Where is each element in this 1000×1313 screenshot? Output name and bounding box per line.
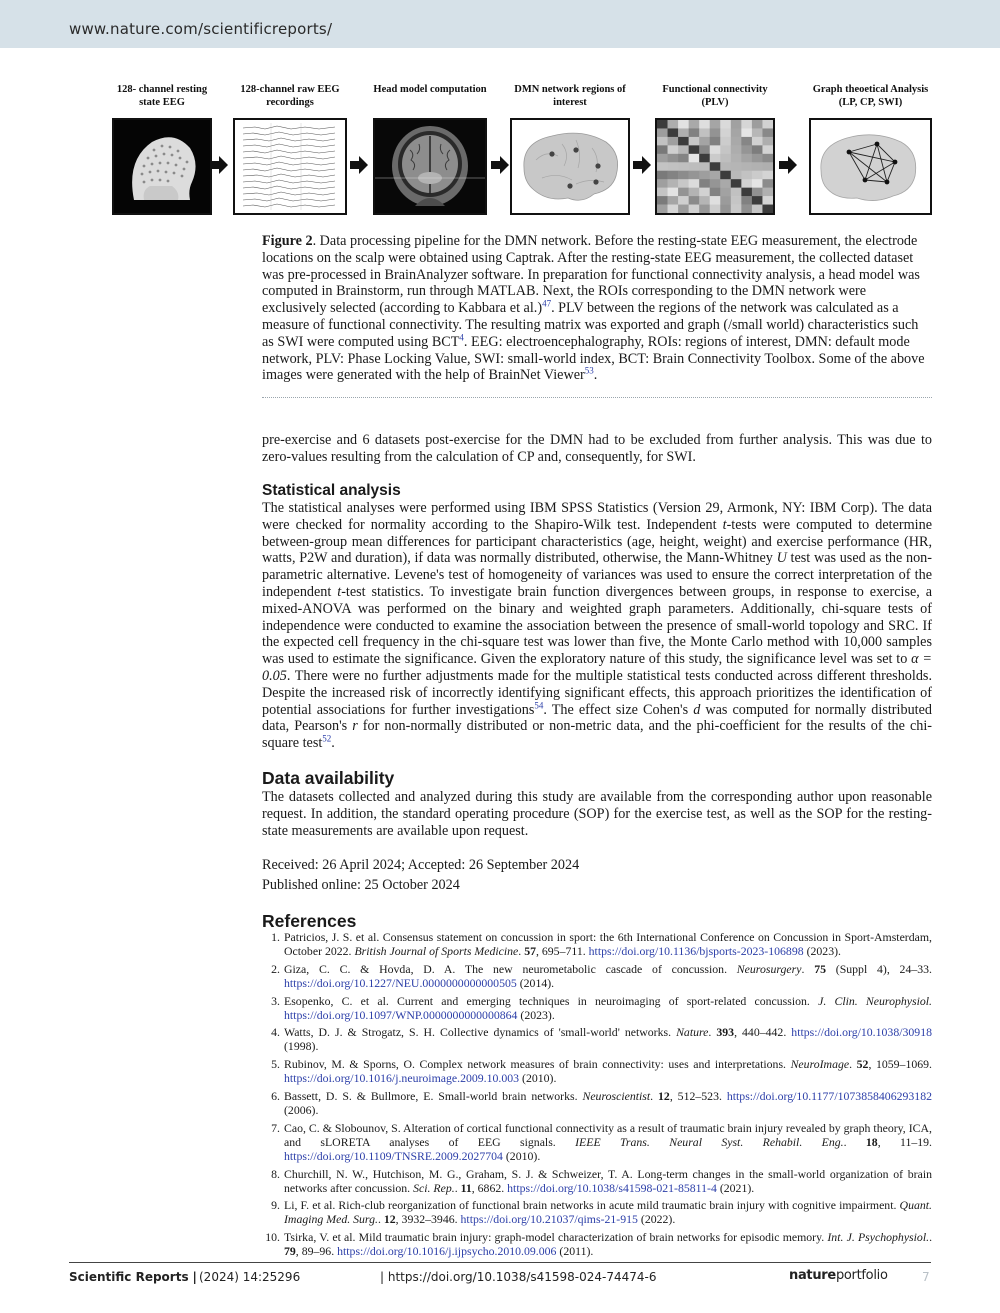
matrix-cell [741, 205, 752, 213]
reference-item: 2. Giza, C. C. & Hovda, D. A. The new neurometabolic cascade of concussion. Neurosurgery. 75 (Suppl 4), 24–33. https://doi.org/10.1227/NEU.0000000000000505 (2014). [271, 961, 932, 990]
doi-link[interactable]: https://doi.org/10.1097/WNP.0000000000000864 [284, 1007, 518, 1022]
matrix-cell [668, 205, 679, 213]
matrix-cell [657, 171, 668, 180]
matrix-cell [731, 188, 742, 197]
stage-graph-analysis [809, 84, 932, 118]
matrix-cell [668, 196, 679, 205]
matrix-cell [668, 128, 679, 137]
section-heading-references: References [262, 911, 357, 931]
matrix-cell [689, 205, 700, 213]
matrix-cell [752, 145, 763, 154]
matrix-cell [689, 188, 700, 197]
graph-network-image [809, 118, 932, 215]
header-bar [0, 0, 1000, 48]
matrix-cell [752, 171, 763, 180]
matrix-cell [752, 188, 763, 197]
reference-item: 10. Tsirka, V. et al. Mild traumatic brain injury: graph-model characterization of brain networks for episodic memory. Int. J. Psychophysiol.. 79, 89–96. https://doi.org/10.1016/j.ijpsycho.2010.09.006 (2011). [265, 1230, 933, 1259]
stage-plv-matrix [655, 84, 775, 118]
matrix-cell [741, 162, 752, 171]
figure-label: Figure 2 [262, 233, 313, 249]
matrix-cell [741, 171, 752, 180]
matrix-cell [731, 196, 742, 205]
matrix-cell [720, 137, 731, 146]
matrix-cell [689, 179, 700, 188]
matrix-cell [710, 162, 721, 171]
matrix-cell [657, 196, 668, 205]
matrix-cell [720, 179, 731, 188]
matrix-cell [720, 120, 731, 129]
doi-link[interactable]: https://doi.org/10.1038/30918 [791, 1025, 932, 1040]
stage-dmn-roi [510, 84, 630, 118]
arrow-right-icon [489, 154, 511, 176]
doi-link[interactable]: https://doi.org/10.1016/j.neuroimage.2009.10.003 [284, 1071, 520, 1086]
matrix-cell [699, 145, 710, 154]
stage-head-model [373, 84, 487, 118]
matrix-cell [762, 196, 773, 205]
matrix-cell [657, 188, 668, 197]
matrix-cell [741, 196, 752, 205]
matrix-cell [710, 154, 721, 163]
matrix-cell [689, 154, 700, 163]
mri-head-image [373, 118, 487, 215]
matrix-cell [752, 128, 763, 137]
matrix-cell [689, 196, 700, 205]
matrix-cell [731, 137, 742, 146]
matrix-cell [741, 145, 752, 154]
citation-link[interactable]: 52 [322, 733, 332, 744]
matrix-cell [741, 188, 752, 197]
matrix-cell [710, 188, 721, 197]
figure-caption: Figure 2. Data processing pipeline for the DMN network. Before the resting-state EEG measurement, the electrode locations on the scalp were obtained using Captrak. After the resting-state EEG measurement, the collected dataset was pre-processed in BrainAnalyzer software. In preparation for functional connectivity analysis, a head model was computed in Brainstorm, run through MATLAB. Next, the ROIs corresponding to the DMN network were exclusively selected (according to Kabbara et al.)$^{47}$. PLV between the regions of the network was calculated as a measure of functional connectivity. The resulting matrix was exported and graph (/small world) characteristics such as SWI were computed using BCT$^4$. EEG: electroencephalography, ROIs: regions of interest, DMN: default mode network, PLV: Phase Locking Value, SWI: small-world index, BCT: Brain Connectivity Toolbox. Some of the above images were generated with the help of BrainNet Viewer$^{53}$. [262, 233, 925, 384]
eeg-traces-image [233, 118, 347, 215]
footer-doi[interactable]: | https://doi.org/10.1038/s41598-024-74474-6 [380, 1270, 657, 1284]
stage-caption: DMN network regions of interest [514, 84, 626, 108]
matrix-cell [710, 137, 721, 146]
stage-eeg-cap [112, 84, 212, 118]
matrix-cell [678, 128, 689, 137]
matrix-cell [731, 171, 742, 180]
matrix-cell [710, 205, 721, 213]
stage-caption: Functional connectivity (PLV) [662, 84, 768, 108]
matrix-cell [678, 162, 689, 171]
matrix-cell [689, 171, 700, 180]
matrix-cell [699, 154, 710, 163]
matrix-cell [762, 128, 773, 137]
matrix-cell [668, 154, 679, 163]
doi-link[interactable]: https://doi.org/10.1227/NEU.0000000000000505 [284, 975, 517, 990]
footer-journal: Scientific Reports | [69, 1270, 197, 1284]
matrix-cell [710, 145, 721, 154]
matrix-cell [689, 145, 700, 154]
nature-portfolio-logo[interactable]: natureportfolio [789, 1268, 888, 1283]
matrix-cell [668, 171, 679, 180]
matrix-cell [699, 171, 710, 180]
doi-link[interactable]: https://doi.org/10.1177/1073858406293182 [726, 1089, 932, 1104]
matrix-cell [689, 162, 700, 171]
matrix-cell [699, 162, 710, 171]
matrix-cell [699, 179, 710, 188]
reference-item: 8. Churchill, N. W., Hutchison, M. G., Graham, S. J. & Schweizer, T. A. Long-term changes in the small-world organization of brain networks after concussion. Sci. Rep.. 11, 6862. https://doi.org/10.1038/s41598-021-85811-4 (2021). [271, 1166, 932, 1195]
reference-item: 7. Cao, C. & Slobounov, S. Alteration of cortical functional connectivity as a result of traumatic brain injury revealed by graph theory, ICA, and sLORETA analyses of EEG signals. IEEE Trans. Neural Syst. Rehabil. Eng.. 18, 11–19. https://doi.org/10.1109/TNSRE.2009.2027704 (2010). [271, 1120, 932, 1163]
matrix-cell [720, 145, 731, 154]
matrix-cell [657, 154, 668, 163]
matrix-cell [678, 120, 689, 129]
matrix-cell [678, 188, 689, 197]
matrix-cell [657, 162, 668, 171]
matrix-cell [710, 179, 721, 188]
reference-item: 1. Patricios, J. S. et al. Consensus statement on concussion in sport: the 6th International Conference on Concussion in Sport-Amsterdam, October 2022. British Journal of Sports Medicine. 57, 695–711. https://doi.org/10.1136/bjsports-2023-106898 (2023). [271, 930, 932, 958]
matrix-cell [699, 120, 710, 129]
caption-divider [262, 397, 932, 398]
section-heading-statistical-analysis: Statistical analysis [262, 482, 401, 499]
matrix-cell [657, 145, 668, 154]
doi-link[interactable]: https://doi.org/10.1038/s41598-021-85811-4 [507, 1180, 717, 1195]
matrix-cell [699, 205, 710, 213]
matrix-cell [731, 128, 742, 137]
matrix-cell [678, 171, 689, 180]
matrix-cell [762, 188, 773, 197]
eeg-head-image [112, 118, 212, 215]
matrix-cell [762, 205, 773, 213]
arrow-right-icon [208, 154, 230, 176]
matrix-cell [752, 137, 763, 146]
matrix-cell [720, 205, 731, 213]
matrix-cell [668, 120, 679, 129]
matrix-cell [741, 128, 752, 137]
journal-url[interactable]: www.nature.com/scientificreports/ [69, 20, 333, 38]
arrow-right-icon [777, 154, 799, 176]
doi-link[interactable]: https://doi.org/10.21037/qims-21-915 [460, 1212, 638, 1227]
matrix-cell [752, 205, 763, 213]
matrix-cell [657, 128, 668, 137]
reference-item: 6. Bassett, D. S. & Bullmore, E. Small-world brain networks. Neuroscientist. 12, 512–523. https://doi.org/10.1177/1073858406293182 (2006). [271, 1089, 932, 1117]
reference-list [262, 931, 932, 1263]
matrix-cell [762, 145, 773, 154]
matrix-cell [678, 137, 689, 146]
figure-pipeline [112, 84, 932, 216]
citation-link[interactable]: 47 [542, 298, 552, 309]
matrix-cell [752, 162, 763, 171]
stage-caption: 128-channel raw EEG recordings [240, 84, 340, 108]
citation-link[interactable]: 54 [534, 699, 544, 710]
matrix-cell [689, 137, 700, 146]
doi-link[interactable]: https://doi.org/10.1136/bjsports-2023-106898 [588, 943, 804, 958]
received-accepted-dates: Received: 26 April 2024; Accepted: 26 September 2024 [262, 857, 580, 873]
section-heading-data-availability: Data availability [262, 768, 395, 788]
footer-divider [69, 1262, 931, 1263]
page-number: 7 [922, 1270, 930, 1284]
matrix-cell [710, 171, 721, 180]
matrix-cell [678, 179, 689, 188]
matrix-cell [741, 154, 752, 163]
matrix-cell [678, 196, 689, 205]
matrix-cell [699, 188, 710, 197]
dmn-brain-image [510, 118, 630, 215]
matrix-cell [668, 145, 679, 154]
matrix-cell [752, 196, 763, 205]
matrix-cell [668, 137, 679, 146]
matrix-cell [720, 128, 731, 137]
matrix-cell [668, 188, 679, 197]
matrix-cell [762, 137, 773, 146]
matrix-cell [762, 171, 773, 180]
matrix-cell [699, 196, 710, 205]
matrix-cell [762, 162, 773, 171]
matrix-cell [741, 179, 752, 188]
stage-raw-eeg [233, 84, 347, 118]
matrix-cell [762, 120, 773, 129]
matrix-cell [720, 196, 731, 205]
stage-caption: Graph theoetical Analysis (LP, CP, SWI) [812, 84, 929, 108]
matrix-cell [657, 179, 668, 188]
matrix-cell [678, 145, 689, 154]
matrix-cell [668, 179, 679, 188]
matrix-cell [731, 154, 742, 163]
reference-item: 5. Rubinov, M. & Sporns, O. Complex network measures of brain connectivity: uses and interpretations. NeuroImage. 52, 1059–1069. https://doi.org/10.1016/j.neuroimage.2009.10.003 (2010). [271, 1057, 932, 1086]
matrix-cell [752, 179, 763, 188]
matrix-cell [741, 120, 752, 129]
statistical-analysis-paragraph: The statistical analyses were performed using IBM SPSS Statistics (Version 29, Armonk, NY: IBM Corp). The data were checked for normality according to the Shapiro-Wilk test. Independent t-tests were computed to determine between-group mean differences for participant characteristics (age, height, weight) and exercise performance (HR, watts, P2W and duration), if data was normally distributed, otherwise, the Mann-Whitney U test was used as the non-parametric alternative. Levene's test of homogeneity of variances was used to ensure the correct interpretation of the independent t-test statistics. To investigate brain function divergences between groups, in response to exercise, a mixed-ANOVA was performed on the binary and weighted graph parameters. Additionally, chi-square tests of independence were conducted to examine the association between the presence of small-world topology and SRC. If the expected cell frequency in the chi-square test was lower than five, the Monte Carlo method with 10,000 samples was used to estimate the significance. Given the exploratory nature of this study, the significance level was set to α = 0.05. There were no further adjustments made for the multiple statistical tests conducted across different thresholds. Despite the increased risk of incorrectly identifying significant effects, this approach prioritizes the identification of potential associations for further investigations$^{54}$. The effect size Cohen's d was computed for normally distributed data, Pearson's r for non-normally distributed or non-metric data, and the phi-coefficient for the results of the chi-square test$^{52}$. [262, 500, 933, 752]
matrix-cell [657, 120, 668, 129]
matrix-cell [741, 137, 752, 146]
stage-caption: 128- channel resting state EEG [116, 84, 208, 108]
matrix-cell [699, 137, 710, 146]
footer-volume: (2024) 14:25296 [199, 1270, 301, 1284]
matrix-cell [678, 205, 689, 213]
reference-item: 3. Esopenko, C. et al. Current and emerging techniques in neuroimaging of sport-related concussion. J. Clin. Neurophysiol. https://doi.org/10.1097/WNP.0000000000000864 (2023). [271, 993, 932, 1022]
doi-link[interactable]: https://doi.org/10.1109/TNSRE.2009.2027704 [284, 1148, 503, 1163]
matrix-cell [752, 120, 763, 129]
stage-caption: Head model computation [373, 84, 487, 95]
matrix-cell [731, 179, 742, 188]
citation-link[interactable]: 4 [459, 332, 464, 343]
citation-link[interactable]: 53 [584, 365, 594, 376]
matrix-cell [731, 205, 742, 213]
published-date: Published online: 25 October 2024 [262, 877, 460, 893]
reference-item: 9. Li, F. et al. Rich-club reorganization of functional brain networks in acute mild traumatic brain injury with cognitive impairment. Quant. Imaging Med. Surg.. 12, 3932–3946. https://doi.org/10.21037/qims-21-915 (2022). [271, 1198, 932, 1227]
matrix-cell [678, 154, 689, 163]
arrow-right-icon [348, 154, 370, 176]
matrix-cell [752, 154, 763, 163]
matrix-cell [720, 171, 731, 180]
doi-link[interactable]: https://doi.org/10.1016/j.ijpsycho.2010.09.006 [337, 1244, 557, 1259]
data-availability-paragraph: The datasets collected and analyzed during this study are available from the corresponding author upon reasonable request. In addition, the standard operating procedure (SOP) for the exercise test, as well as the SOP for the resting-state measurements are available upon request. [262, 789, 932, 839]
matrix-cell [762, 154, 773, 163]
matrix-cell [710, 128, 721, 137]
matrix-cell [731, 120, 742, 129]
matrix-cell [720, 162, 731, 171]
matrix-cell [731, 145, 742, 154]
matrix-cell [710, 120, 721, 129]
arrow-right-icon [631, 154, 653, 176]
matrix-cell [657, 137, 668, 146]
matrix-cell [657, 205, 668, 213]
matrix-cell [720, 154, 731, 163]
matrix-cell [731, 162, 742, 171]
matrix-cell [720, 188, 731, 197]
matrix-cell [668, 162, 679, 171]
plv-matrix-image [655, 118, 775, 215]
matrix-cell [689, 128, 700, 137]
matrix-cell [689, 120, 700, 129]
reference-item: 4. Watts, D. J. & Strogatz, S. H. Collective dynamics of 'small-world' networks. Nature. 393, 440–442. https://doi.org/10.1038/30918 (1998). [271, 1025, 932, 1054]
matrix-cell [710, 196, 721, 205]
matrix-cell [699, 128, 710, 137]
matrix-cell [762, 179, 773, 188]
intro-paragraph: pre-exercise and 6 datasets post-exercise for the DMN had to be excluded from further analysis. This was due to zero-values resulting from the calculation of CP and, consequently, for SWI. [262, 432, 932, 465]
